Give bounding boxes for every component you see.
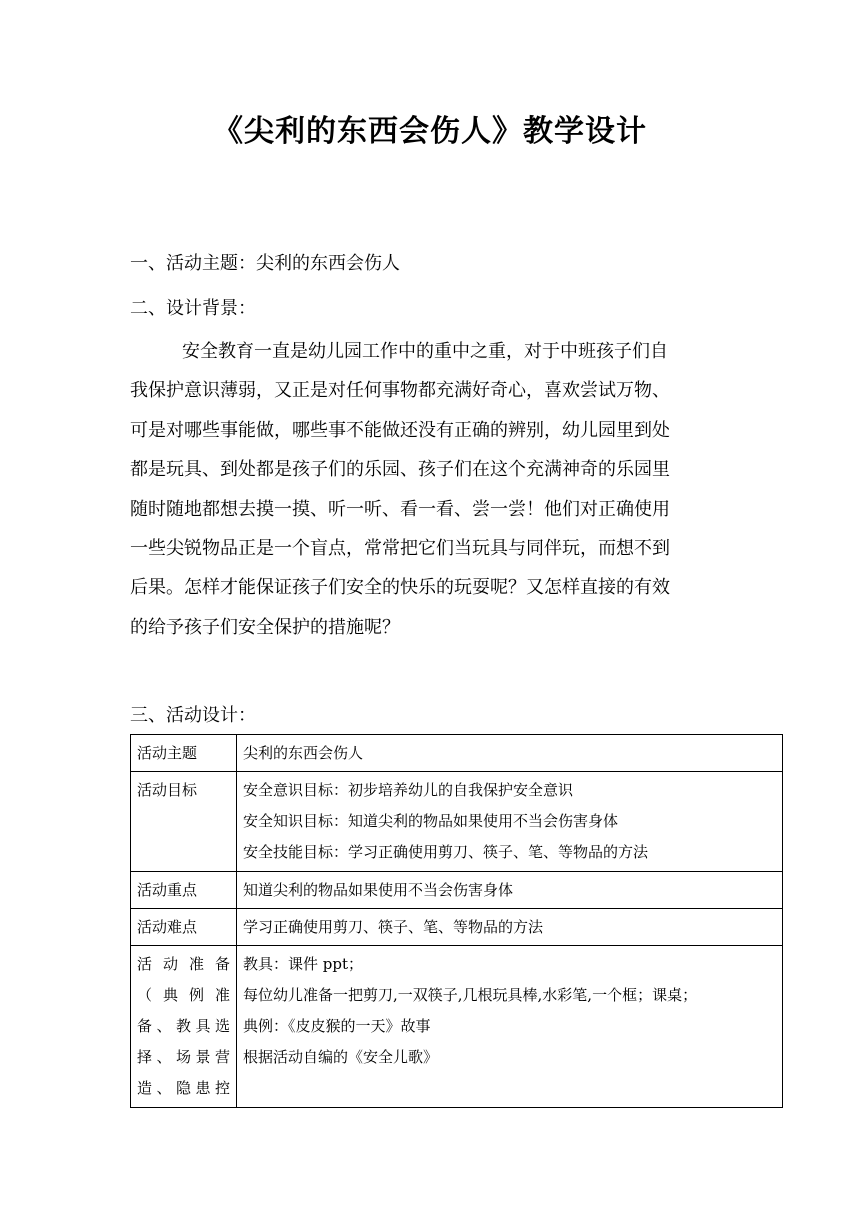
goal-line: 安全知识目标：知道尖利的物品如果使用不当会伤害身体 bbox=[243, 812, 619, 830]
goal-content bbox=[237, 772, 783, 872]
prep-label-line: 择、场景营 bbox=[137, 1048, 230, 1066]
prep-label-line: 造、隐患控 bbox=[137, 1079, 230, 1097]
section-heading-background: 二、设计背景： bbox=[130, 298, 256, 319]
document-title: 《尖利的东西会伤人》教学设计 bbox=[213, 114, 647, 149]
table-row-theme bbox=[131, 735, 783, 772]
paragraph-line: 可是对哪些事能做，哪些事不能做还没有正确的辨别，幼儿园里到处 bbox=[130, 419, 670, 441]
difficulty-label: 活动难点 bbox=[131, 909, 237, 946]
prep-label-line: （ 典 例 准 bbox=[137, 986, 230, 1004]
section-heading-design: 三、活动设计： bbox=[130, 705, 256, 726]
table-row-key-point bbox=[131, 872, 783, 909]
paragraph-line: 随时随地都想去摸一摸、听一听、看一看、尝一尝！他们对正确使用 bbox=[130, 498, 670, 520]
theme-value: 尖利的东西会伤人 bbox=[237, 735, 783, 772]
section-heading-theme: 一、活动主题：尖利的东西会伤人 bbox=[130, 253, 400, 274]
prep-line: 典例：《皮皮猴的一天》故事 bbox=[243, 1017, 431, 1035]
prep-line: 根据活动自编的《安全儿歌》 bbox=[243, 1048, 439, 1066]
goal-label: 活动目标 bbox=[131, 772, 237, 872]
key-label: 活动重点 bbox=[131, 872, 237, 909]
paragraph-line: 我保护意识薄弱，又正是对任何事物都充满好奇心，喜欢尝试万物、 bbox=[130, 380, 670, 402]
table-row-difficulty bbox=[131, 909, 783, 946]
paragraph-line: 后果。怎样才能保证孩子们安全的快乐的玩耍呢？又怎样直接的有效 bbox=[130, 577, 670, 599]
prep-label-line: 活 动 准 备 bbox=[137, 955, 230, 973]
activity-design-table bbox=[130, 734, 783, 1108]
paragraph-line: 安全教育一直是幼儿园工作中的重中之重，对于中班孩子们自 bbox=[182, 341, 668, 362]
prep-line: 每位幼儿准备一把剪刀,一双筷子,几根玩具棒,水彩笔,一个框；课桌； bbox=[243, 986, 698, 1004]
background-paragraph bbox=[130, 332, 730, 647]
difficulty-value: 学习正确使用剪刀、筷子、笔、等物品的方法 bbox=[237, 909, 783, 946]
paragraph-line: 一些尖锐物品正是一个盲点，常常把它们当玩具与同伴玩，而想不到 bbox=[130, 537, 670, 559]
prep-line: 教具：课件 ppt； bbox=[243, 955, 364, 973]
paragraph-line: 都是玩具、到处都是孩子们的乐园、孩子们在这个充满神奇的乐园里 bbox=[130, 459, 670, 481]
goal-line: 安全意识目标：初步培养幼儿的自我保护安全意识 bbox=[243, 781, 574, 799]
table-row-preparation bbox=[131, 946, 783, 1108]
table-row-goals bbox=[131, 772, 783, 872]
goal-line: 安全技能目标：学习正确使用剪刀、筷子、笔、等物品的方法 bbox=[243, 843, 649, 861]
theme-label: 活动主题 bbox=[131, 735, 237, 772]
prep-label bbox=[131, 946, 237, 1108]
prep-label-line: 备、教具选 bbox=[137, 1017, 230, 1035]
paragraph-line: 的给予孩子们安全保护的措施呢？ bbox=[130, 616, 400, 638]
key-value: 知道尖利的物品如果使用不当会伤害身体 bbox=[237, 872, 783, 909]
prep-content bbox=[237, 946, 783, 1108]
